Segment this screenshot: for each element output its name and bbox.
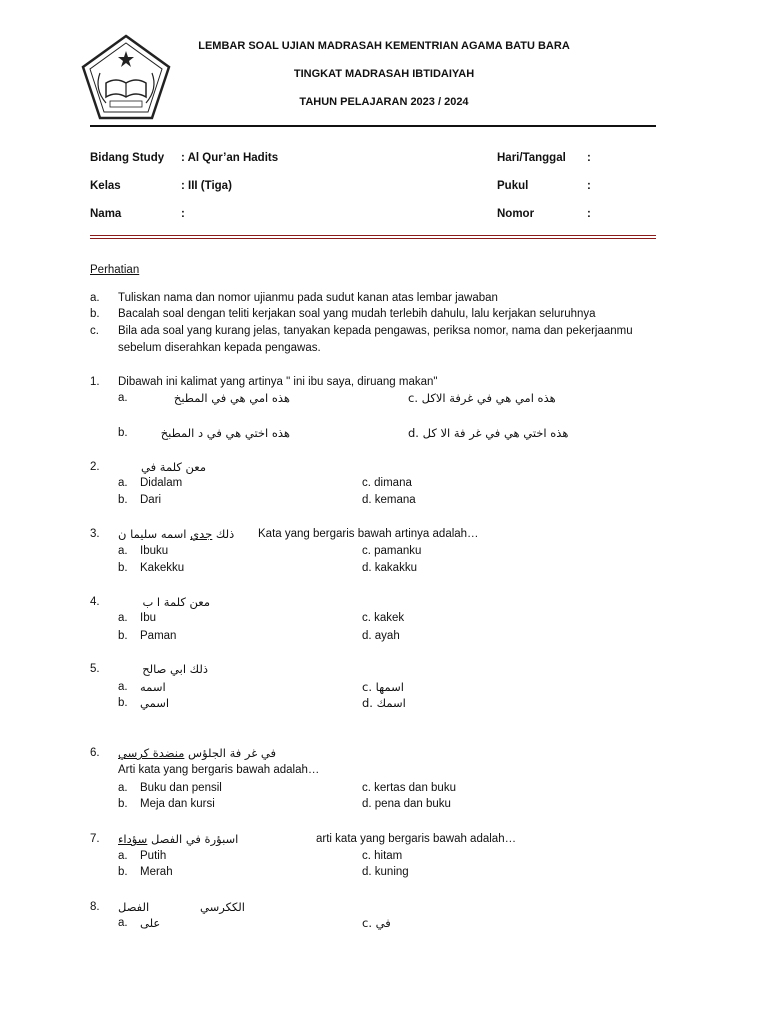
attention-item: Bacalah soal dengan teliti kerjakan soal yang mudah terlebih dahulu, lalu kerjakan seluruhnya [118, 308, 596, 320]
option-b: هذه اختي هي في د المطبخ [160, 426, 290, 440]
option-marker: b. [118, 798, 128, 810]
attention-item: Bila ada soal yang kurang jelas, tanyakan kepada pengawas, periksa nomor, nama dan pekerjaanmu [118, 325, 633, 337]
option-b: Paman [140, 630, 177, 642]
question-text: ذلك ابي صالح [142, 662, 208, 676]
question-text: معن كلمة ا ب [142, 595, 210, 609]
info-divider-top [90, 235, 656, 236]
date-label: Hari/Tanggal [497, 152, 566, 164]
option-c: c. kakek [362, 612, 405, 624]
option-a: Ibu [140, 612, 156, 624]
option-b: Kakekku [140, 562, 185, 574]
question-arabic-part: الفصل [118, 900, 150, 914]
attention-item-continued: sebelum diserahkan kepada pengawas. [118, 342, 321, 354]
attention-title: Perhatian [90, 264, 140, 276]
option-a: اسمه [140, 680, 166, 694]
option-c: c. dimana [362, 477, 412, 489]
exam-number-label: Nomor [497, 208, 535, 220]
header-title: LEMBAR SOAL UJIAN MADRASAH KEMENTRIAN AGAMA BATU BARA [198, 40, 570, 52]
question-number: 2. [90, 461, 100, 473]
question-arabic-part: في غر فة الجلؤس [184, 746, 277, 760]
option-marker: b. [118, 630, 128, 642]
question-text: Kata yang bergaris bawah artinya adalah… [258, 528, 479, 540]
option-c: c. هذه امي هي في غرفة الاكل [408, 391, 556, 405]
option-b: Merah [140, 866, 173, 878]
question-number: 1. [90, 376, 100, 388]
option-d: d. اسمك [362, 696, 406, 710]
option-b: Meja dan kursi [140, 798, 215, 810]
option-d: d. pena dan buku [362, 798, 451, 810]
header-year: TAHUN PELAJARAN 2023 / 2024 [299, 96, 469, 108]
option-d: d. kuning [362, 866, 409, 878]
question-arabic-part: اسمه سليما ن [118, 527, 191, 541]
option-a: Didalam [140, 477, 183, 489]
question-number: 8. [90, 901, 100, 913]
option-marker: b. [118, 427, 128, 439]
student-name-value: : [181, 208, 185, 220]
attention-marker: a. [90, 292, 100, 304]
option-d: d. kakakku [362, 562, 417, 574]
attention-marker: b. [90, 308, 100, 320]
option-d: d. kemana [362, 494, 416, 506]
option-marker: a. [118, 612, 128, 624]
student-name-label: Nama [90, 208, 122, 220]
subject-value: : Al Qur’an Hadits [181, 152, 279, 164]
option-c: c. اسمها [362, 680, 404, 694]
question-arabic-underlined: منضدة كرسي [118, 746, 185, 760]
option-d: d. ayah [362, 630, 400, 642]
option-marker: a. [118, 917, 128, 929]
option-marker: a. [118, 392, 128, 404]
option-c: c. hitam [362, 850, 403, 862]
option-a: على [140, 916, 161, 930]
question-arabic [118, 832, 298, 846]
subject-label: Bidang Study [90, 152, 165, 164]
question-text: arti kata yang bergaris bawah adalah… [316, 833, 517, 845]
info-divider-bottom [90, 238, 656, 239]
question-arabic [118, 527, 254, 541]
option-c: c. kertas dan buku [362, 782, 456, 794]
option-marker: a. [118, 850, 128, 862]
header-divider [90, 125, 656, 127]
option-a: Ibuku [140, 545, 169, 557]
option-marker: a. [118, 681, 128, 693]
option-marker: b. [118, 562, 128, 574]
option-c: c. في [362, 916, 391, 930]
question-number: 3. [90, 528, 100, 540]
question-text: معن كلمة في [141, 460, 206, 474]
question-arabic-part: ذلك [212, 527, 235, 541]
class-label: Kelas [90, 180, 121, 192]
class-value: : III (Tiga) [181, 180, 232, 192]
option-marker: b. [118, 866, 128, 878]
question-arabic-underlined: جدي [190, 527, 213, 541]
option-marker: a. [118, 477, 128, 489]
time-value: : [587, 180, 591, 192]
option-c: c. pamanku [362, 545, 422, 557]
option-b: Dari [140, 494, 162, 506]
option-marker: a. [118, 782, 128, 794]
option-marker: a. [118, 545, 128, 557]
exam-number-value: : [587, 208, 591, 220]
question-number: 6. [90, 747, 100, 759]
question-arabic-part: اسبؤرة في الفصل [147, 832, 239, 846]
question-number: 5. [90, 663, 100, 675]
attention-item: Tuliskan nama dan nomor ujianmu pada sudut kanan atas lembar jawaban [118, 292, 498, 304]
question-arabic-underlined: سؤداء [118, 832, 148, 846]
question-text: Arti kata yang bergaris bawah adalah… [118, 764, 320, 776]
option-a: هذه امي هي في المطبخ [173, 391, 290, 405]
option-d: d. هذه اختي هي في غر فة الا كل [408, 426, 569, 440]
option-marker: b. [118, 697, 128, 709]
option-a: Putih [140, 850, 167, 862]
question-number: 7. [90, 833, 100, 845]
question-arabic [118, 746, 328, 760]
attention-marker: c. [90, 325, 99, 337]
option-b: اسمي [140, 696, 170, 710]
question-number: 4. [90, 596, 100, 608]
option-a: Buku dan pensil [140, 782, 222, 794]
time-label: Pukul [497, 180, 529, 192]
question-text: Dibawah ini kalimat yang artinya " ini ibu saya, diruang makan" [118, 376, 438, 388]
option-marker: b. [118, 494, 128, 506]
header-level: TINGKAT MADRASAH IBTIDAIYAH [293, 68, 475, 80]
question-arabic-part: الككرسي [200, 900, 245, 914]
date-value: : [587, 152, 591, 164]
